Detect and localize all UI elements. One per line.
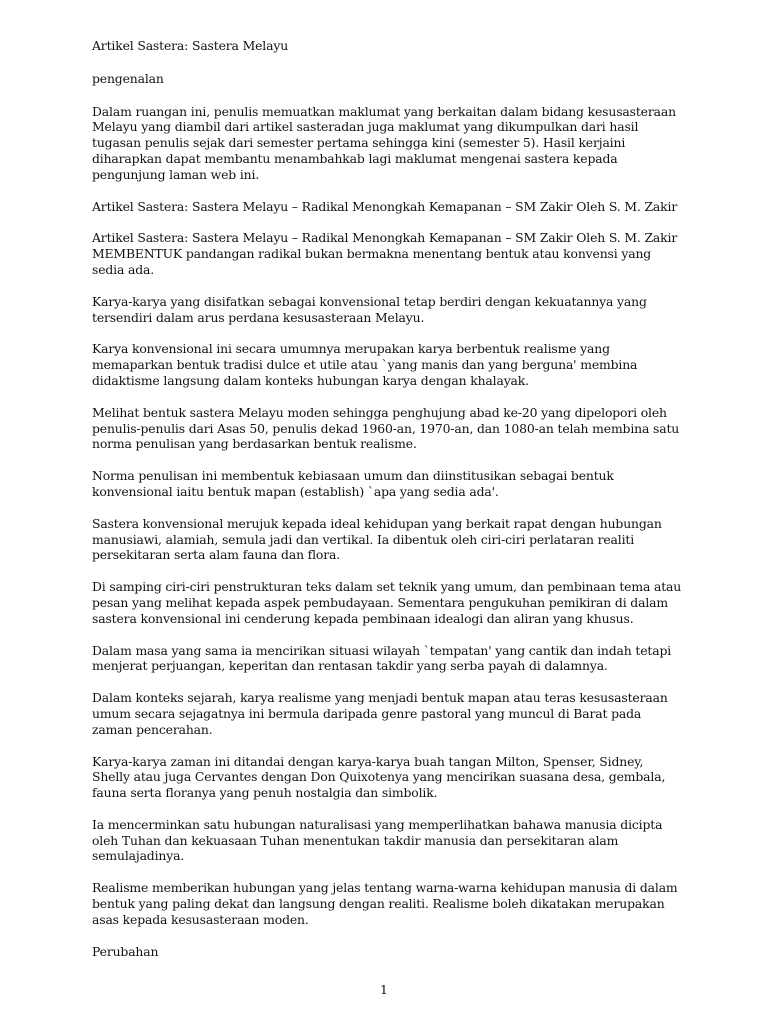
document-title: Artikel Sastera: Sastera Melayu	[92, 38, 289, 53]
body-paragraph: Di samping ciri-ciri penstrukturan teks dalam set teknik yang umum, dan pembinaan tema atau pesan yang melihat kepada aspek pembudayaan. Sementara pengukuhan pemikiran di dalam sastera konvensional ini cenderung kepada pembinaan idealogi dan aliran yang khusus.	[92, 579, 682, 626]
body-paragraph: Norma penulisan ini membentuk kebiasaan umum dan diinstitusikan sebagai bentuk konvensional iaitu bentuk mapan (establish) `apa yang sedia ada'.	[92, 468, 614, 499]
article-heading: Artikel Sastera: Sastera Melayu – Radikal Menongkah Kemapanan – SM Zakir Oleh S. M. Zakir	[92, 198, 678, 214]
body-paragraph: Dalam masa yang sama ia mencirikan situasi wilayah `tempatan' yang cantik dan indah tetapi menjerat perjuangan, keperitan dan rentasan takdir yang serba payah di dalamnya.	[92, 642, 672, 674]
body-paragraph: Karya-karya zaman ini ditandai dengan karya-karya buah tangan Milton, Spenser, Sidney, Shelly atau juga Cervantes dengan Don Quixotenya yang mencirikan suasana desa, gembala, fauna serta floranya yang penuh nostalgia dan simbolik.	[92, 753, 666, 801]
body-paragraph: Artikel Sastera: Sastera Melayu – Radikal Menongkah Kemapanan – SM Zakir Oleh S. M. Zakir MEMBENTUK pandangan radikal bukan bermakna menentang bentuk atau konvensi yang sedia ada.	[92, 230, 678, 277]
body-paragraph: Realisme memberikan hubungan yang jelas tentang warna-warna kehidupan manusia di dalam bentuk yang paling dekat dan langsung dengan realiti. Realisme boleh dikatakan merupakan asas kepada kesusasteraan moden.	[92, 880, 678, 927]
body-paragraph: Ia mencerminkan satu hubungan naturalisasi yang memperlihatkan bahawa manusia dicipta oleh Tuhan dan kekuasaan Tuhan menentukan takdir manusia dan persekitaran alam semulajadinya.	[92, 816, 663, 864]
document-page	[92, 38, 682, 975]
section-heading-pengenalan: pengenalan	[92, 70, 164, 86]
closing-heading: Perubahan	[92, 943, 159, 959]
body-paragraph: Dalam konteks sejarah, karya realisme yang menjadi bentuk mapan atau teras kesusasteraan umum secara sejagatnya ini bermula daripada genre pastoral yang muncul di Barat pada zaman pencerahan.	[92, 690, 668, 737]
intro-paragraph: Dalam ruangan ini, penulis memuatkan maklumat yang berkaitan dalam bidang kesusasteraan Melayu yang diambil dari artikel sasteradan juga maklumat yang dikumpulkan dari hasil tugasan penulis sejak dari semester pertama sehingga kini (semester 5). Hasil kerjaini diharapkan dapat membantu menambahkab lagi maklumat mengenai sastera kepada pengunjung laman web ini.	[92, 103, 676, 182]
body-paragraph: Karya-karya yang disifatkan sebagai konvensional tetap berdiri dengan kekuatannya yang tersendiri dalam arus perdana kesusasteraan Melayu.	[92, 293, 647, 325]
body-paragraph: Melihat bentuk sastera Melayu moden sehingga penghujung abad ke-20 yang dipelopori oleh penulis-penulis dari Asas 50, penulis dekad 1960-an, 1970-an, dan 1080-an telah membina satu norma penulisan yang berdasarkan bentuk realisme.	[92, 404, 680, 452]
page-number: 1	[380, 982, 388, 997]
body-paragraph: Sastera konvensional merujuk kepada ideal kehidupan yang berkait rapat dengan hubungan manusiawi, alamiah, semula jadi dan vertikal. Ia dibentuk oleh ciri-ciri perlataran realiti persekitaran serta alam fauna dan flora.	[92, 515, 662, 563]
body-paragraph: Karya konvensional ini secara umumnya merupakan karya berbentuk realisme yang memaparkan bentuk tradisi dulce et utile atau `yang manis dan yang berguna' membina didaktisme langsung dalam konteks hubungan karya dengan khalayak.	[92, 341, 638, 388]
